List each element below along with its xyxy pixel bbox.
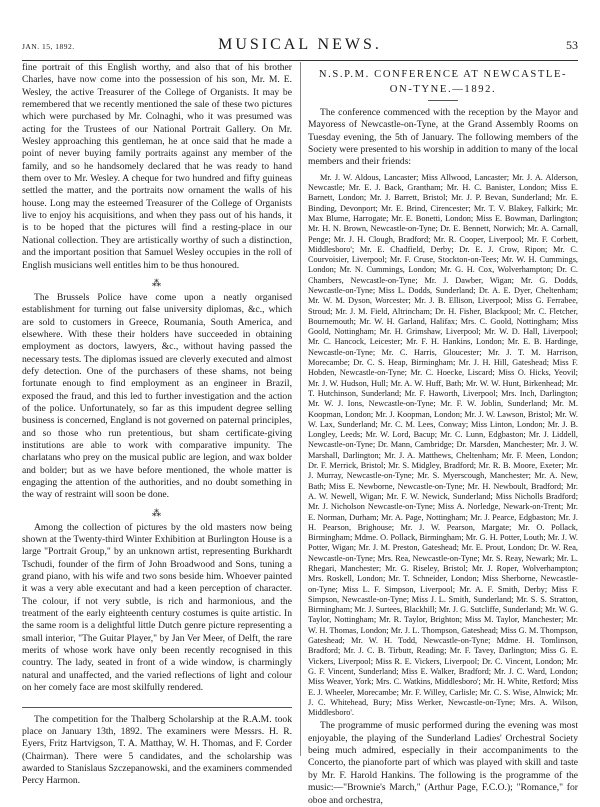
title-rule — [428, 100, 458, 101]
left-column — [22, 62, 292, 787]
burlington-house-paragraph: Among the collection of pictures by the old masters now being shown at the Twenty-third Winter Exhibition at Burlington House is a large "Portrait Group," by an unknown artist, representing Burkhardt Tschudi, founder of the firm of John Broadwood and Sons, tuning a grand piano, with his wife and two sons beside him. Whoever painted it was a very able executant and had a keen perception of character. The colour, if not very subtle, is rich and harmonious, and the treatment of the early eighteenth century costumes is quite artistic. In the same room is a delightful little Dutch genre picture representing a small interior, "The Guitar Player," by Jan Ver Meer, of Delft, the rare merits of whose work have only been recently recognised in this country. The lady, seated in front of a wide window, is charmingly natural and unaffected, and the varied reflections of light and colour on her comely face are most skilfully rendered. — [22, 521, 292, 694]
conference-intro-paragraph: The conference commenced with the reception by the Mayor and Mayoress of Newcastle-on-Tyne, at the Grand Assembly Rooms on Tuesday evening, the 5th of January. The following members of the Society were presented to his worship in addition to many of the local members and their friends: — [308, 107, 578, 168]
wesley-portrait-paragraph: fine portrait of this English worthy, and also that of his brother Charles, have now come into the possession of his son, Mr. M. E. Wesley, the active Treasurer of the College of Organists. It may be remembered that we recently mentioned the sale of these two pictures which were purchased by Mr. Colnaghi, who it was presumed was acting for the Trustees of our National Portrait Gallery. On Mr. Wesley approaching this gentleman, he at once said that he made a point of never buying family portraits against any member of the family, and so he handsomely declared that he was ready to hand them over to Mr. Wesley. A cheque for two hundred and fifty guineas settled the matter, and the portraits now ornament the walls of his house. Long may the esteemed Treasurer of the College of Organists live to enjoy his acquisitions, and when they pass out of his hands, it is to be hoped that the pictures will find a resting-place in our National collection. They are artistically worthy of such a distinction, and the important position that Samuel Wesley occupies in the roll of English musicians well entitles him to be thus honoured. — [22, 62, 292, 271]
column-divider — [300, 62, 301, 756]
page-number: 53 — [566, 38, 578, 52]
thalberg-scholarship-paragraph: The competition for the Thalberg Scholarship at the R.A.M. took place on January 13th, 1892. The examiners were Messrs. H. R. Eyers, Fritz Hartvigson, T. A. Matthay, W. H. Thomas, and F. Corder (Chairman). There were 5 candidates, and the scholarship was awarded to Stanislaus Szczepanowski, and the examiners commended Percy Harmon. — [22, 713, 292, 787]
page-header — [22, 36, 578, 58]
publication-title: MUSICAL NEWS. — [218, 36, 382, 53]
members-list: Mr. J. W. Aldous, Lancaster; Miss Allwood, Lancaster; Mr. J. A. Alderson, Newcastle; Mr. E. J. Back, Grantham; Mr. H. C. Banister, London; Miss E. Barnett, London; Mr. J. Barrett, Bristol; Mr. J. P. Bevan, Sunderland; Mr. E. Binding, Devonport; Mr. E. Brind, Cirencester; Mr. T. V. Blakey, Falkirk; Mr. Max Blume, Harrogate; Mr. E. Bonetti, London; Miss E. Bowman, Darlington; Mr. H. N. Brown, Newcastle-on-Tyne; Dr. E. Bennett, Norwich; Mr. A. Carnall, Penge; Mr. J. H. Clough, Bradford; Mr. R. Cooper, Liverpool; Mr. F. Corbett, Middlesboro'; Mr. E. Chadfield, Derby; Dr. E. J. Crow, Ripon; Mr. C. Courvoisier, Liverpool; Mr. F. Cruse, Stockton-on-Tees; Mr. W. H. Cummings, London; Mr. N. Cummings, London; Mr. G. H. Cox, Wolverhampton; Dr. C. Chambers, Newcastle-on-Tyne; Mr. J. Dawber, Wigan; Mr. G. Dodds, Newcastle-on-Tyne; Miss L. Dodds, Sunderland; Dr. A. E. Dyer, Cheltenham; Mr. W. M. Dyson, Worcester; Mr. J. B. Ellison, Liverpool; Miss G. Ferrabee, Stroud; Mr. J. M. Field, Altrincham; Dr. H. Fisher, Blackpool; Mr. C. Fletcher, Bournemouth; Mr. W. H. Garland, Halifax; Mrs. C. Goold, Nottingham; Miss Goold, Nottingham; Mr. H. Grimshaw, Liverpool; Mr. W. D. Hall, Liverpool; Mr. C. Hancock, Leicester; Mr. F. H. Hankins, London; Mr. E. B. Hardinge, Newcastle-on-Tyne; Mr. C. Harris, Gloucester; Mr. J. T. M. Harrison, Morecambe; Dr. C. S. Heap, Birmingham; Mr. J. H. Hill, Gateshead; Miss F. Hobden, Newcastle-on-Tyne; Mr. C. Hoecke, Liscard; Miss O. Hicks, Yeovil; Mr. J. W. Hudson, Hull; Mr. A. W. Huff, Bath; Mr. W. W. Hunt, Birkenhead; Mr. T. Hutchinson, Sunderland; Mr. F. Haworth, Liverpool; Mrs. Inch, Darlington; Mr. W. J. Ions, Newcastle-on-Tyne; Mr. F. W. Joblin, Sunderland; Mr. M. Koopman, London; Mr. J. Koopman, London; Mr. J. W. Lawson, Bristol; Mr. W. W. Lax, Sunderland; Mr. C. M. Lees, Conway; Miss Linton, London; Mr. J. B. Longley, Leeds; Mr. W. Lord, Bacup; Mr. C. Lunn, Edgbaston; Mr. J. Liddell, Newcastle-on-Tyne; Dr. Mann, Cambridge; Dr. Marsden, Manchester; Mr. J. W. Marshall, Darlington; Mr. J. A. Matthews, Cheltenham; Mr. F. Meen, London; Dr. F. Merrick, Bristol; Mr. S. Midgley, Bradford; Mr. R. B. Moore, Exeter; Mr. J. Murray, Newcastle-on-Tyne; Mr. S. Myerscough, Manchester; Mr. A. New, Bath; Miss E. Newborne, Newcastle-on-Tyne; Mr. H. Newboult, Bradford; Mr. A. W. Newell, Wigan; Mr. F. W. Newick, Sunderland; Miss Nicholls Bradford; Mr. J. Nicholson Newcastle-on-Tyne; Miss A. Norledge, Newark-on-Trent; Mr. E. Norman, Durham; Mr. A. Page, Nottingham; Mr. J. Pearce, Edgbaston; Mr. J. H. Pearson, Brighouse; Mr. J. W. Pearson, Margate; Mr. O. Pollack, Birmingham; Mdme. O. Pollack, Birmingham; Mr. G. H. Potter, Louth; Mr. J. W. Potter, Wigan; Mr. J. M. Preston, Gateshead; Mr. E. Prout, London; Dr. W. Rea, Newcastle-on-Tyne; Mrs. Rea, Newcastle-on-Tyne; Mr. S. Reay, Newark; Mr. L. Rhegari, Manchester; Mr. G. Riseley, Bristol; Mr. J. Roper, Wolverhampton; Mrs. Roskell, London; Mr. T. Schneider, London; Miss Sherborne, Newcastle-on-Tyne; Miss L. F. Simpson, Liverpool; Mr. A. F. Smith, Derby; Miss F. Simpson, Newcastle-on-Tyne; Miss J. L. Smith, Sunderland; Mr. S. S. Stratton, Birmingham; Mr. J. Surtees, Blackhill; Mr. J. G. Sutcliffe, Sunderland; Mr. W. G. Taylor, Nottingham; Mr. R. Taylor, Brighton; Miss M. Taylor, Manchester; Mr. W. H. Thomas, London; Mr. J. L. Thompson, Gateshead; Miss G. M. Thompson, Gateshead; Mr. W. H. Todd, Newcastle-on-Tyne; Mdme. H. Tomlinson, Bradford; Mr. J. C. B. Tirbutt, Reading; Mr. F. Tavey, Darlington; Miss G. E. Vickers, Liverpool; Miss R. E. Vickers, Liverpool; Dr. C. Vincent, London; Mr. G. F. Vincent, Sunderland; Miss E. Walker, Bradford; Mr. J. C. Ward, London; Miss Weaver, York; Mrs. C. Watkins, Middlesboro'; Mr. H. White, Retford; Miss E. J. Wheeler, Morecambe; Mr. F. Willey, Carlisle; Mr. C. S. Wise, Alnwick; Mr. J. C. Whitehead, Bury; Miss Werker, Newcastle-on-Tyne; Mrs. A. Wilson, Middlesboro'. — [308, 172, 578, 718]
section-ornament: ⁂ — [152, 277, 162, 288]
right-column — [308, 62, 578, 806]
article-title: N.S.P.M. CONFERENCE AT NEWCASTLE- — [318, 69, 568, 80]
header-rule — [22, 60, 578, 61]
issue-date: JAN. 15, 1892. — [22, 42, 75, 51]
programme-paragraph: The programme of music performed during the evening was most enjoyable, the playing of the Sunderland Ladies' Orchestral Society being much admired, especially in their accompaniments to the Concerto, the pianoforte part of which was played with skill and taste by Mr. F. Harold Hankins. The following is the programme of the music:—"Brownie's March," (Arthur Page, F.C.O.); "Romance," for oboe and orchestra, — [308, 720, 578, 806]
section-ornament: ⁂ — [152, 507, 162, 518]
section-rule — [22, 707, 292, 708]
article-subtitle: ON-TYNE.—1892. — [389, 84, 497, 95]
brussels-police-paragraph: The Brussels Police have come upon a neatly organised establishment for turning out false university diplomas, &c., which are sold to customers in Greece, Roumania, South America, and elsewhere. With these their holders have succeeded in obtaining employment as doctors, lawyers, &c., without having passed the necessary tests. The diplomas issued are cleverly executed and almost defy detection. One of the purchasers of these shams, not being fortunate enough to find employment as an engineer in Brazil, exposed the fraud, and this led to further investigation and the action of the police. Unfortunately, so far as this impudent degree selling business is concerned, England is not governed on paternal principles, and so those who run pretentious, but sham certificate-giving institutions are able to work with comparative impunity. The charlatans who prey on the musical public are legion, and wax bolder and bolder; but as we have before mentioned, the whole matter is engaging the attention of the authorities, and no doubt something in the way of restraint will soon be done. — [22, 291, 292, 501]
